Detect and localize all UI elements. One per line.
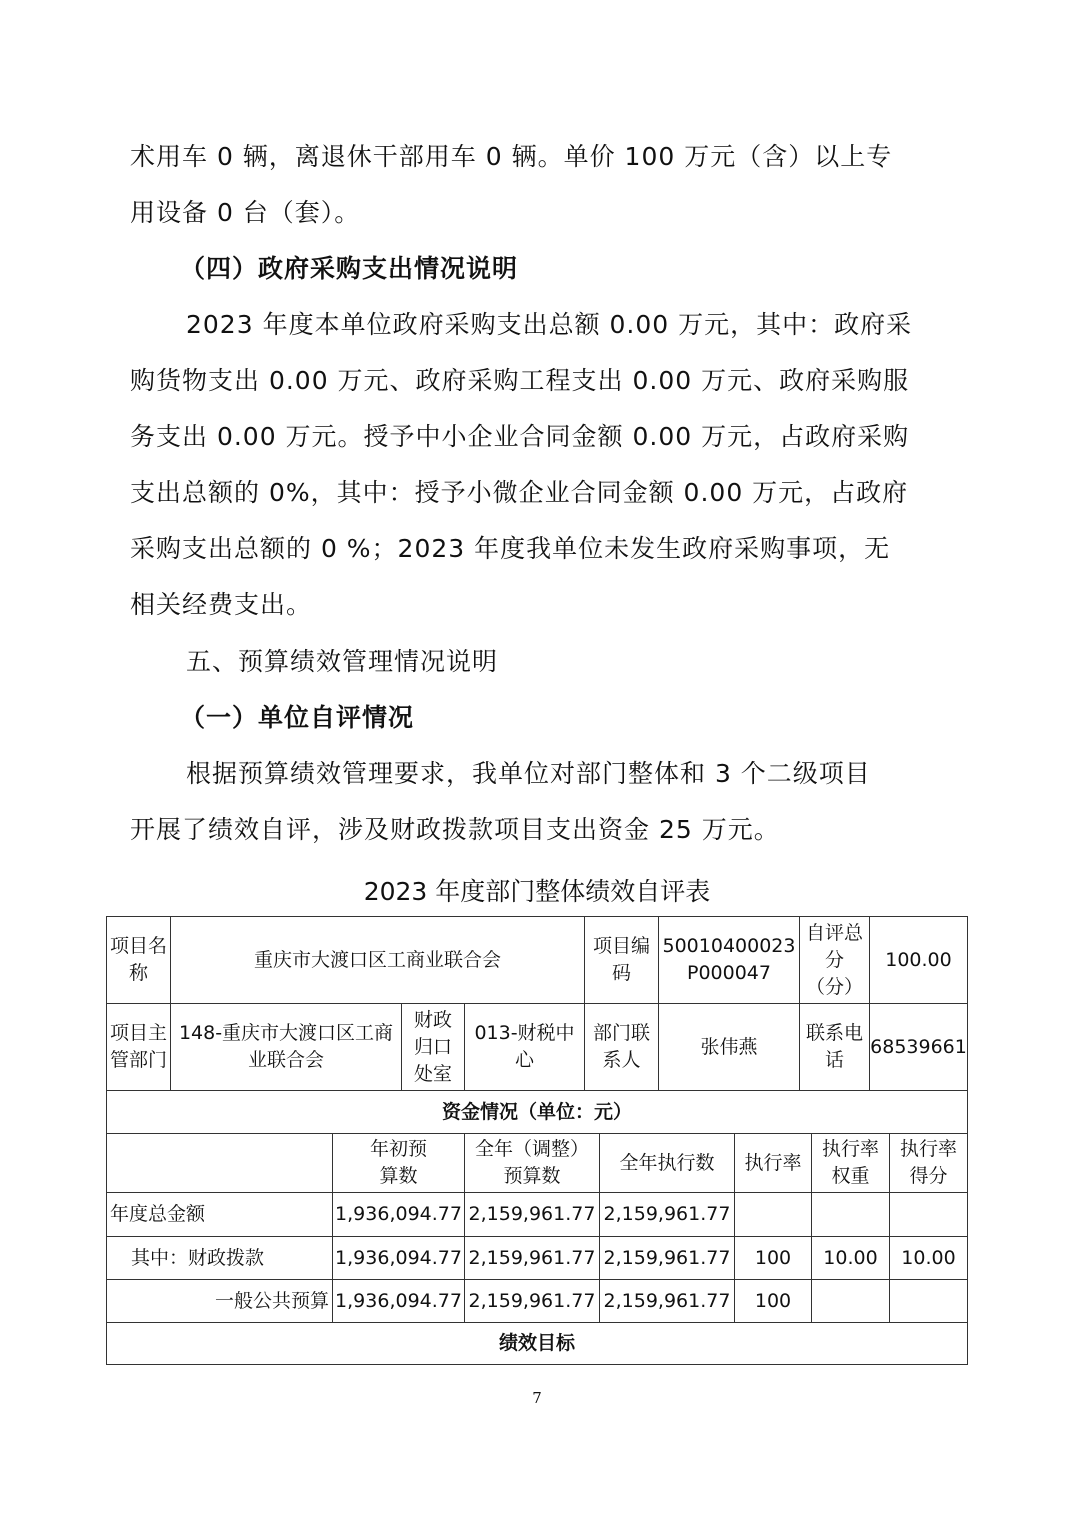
column-header: 执行率 bbox=[734, 1133, 812, 1193]
row-label: 一般公共预算 bbox=[106, 1279, 333, 1323]
row-label: 年度总金额 bbox=[106, 1192, 333, 1237]
cell-label: 部门联系人 bbox=[584, 1003, 659, 1091]
column-header: 全年（调整）预算数 bbox=[464, 1133, 600, 1193]
table-cell: 100 bbox=[734, 1279, 812, 1323]
table-cell bbox=[889, 1279, 968, 1323]
table-cell: 2,159,961.77 bbox=[464, 1192, 600, 1237]
table-cell: 2,159,961.77 bbox=[464, 1236, 600, 1280]
paragraph-line: 相关经费支出。 bbox=[130, 590, 313, 619]
row-label: 其中：财政拨款 bbox=[106, 1236, 333, 1280]
section-heading: （四）政府采购支出情况说明 bbox=[180, 254, 519, 283]
column-header: 年初预算数 bbox=[332, 1133, 465, 1193]
paragraph-line: 用设备 0 台（套）。 bbox=[130, 198, 361, 227]
cell-score: 100.00 bbox=[869, 916, 968, 1004]
paragraph-line: 采购支出总额的 0 %；2023 年度我单位未发生政府采购事项，无 bbox=[130, 534, 891, 563]
paragraph-line: 开展了绩效自评，涉及财政拨款项目支出资金 25 万元。 bbox=[130, 815, 780, 844]
column-header: 全年执行数 bbox=[599, 1133, 735, 1193]
table-cell: 100 bbox=[734, 1236, 812, 1280]
paragraph-line: 支出总额的 0%，其中：授予小微企业合同金额 0.00 万元，占政府 bbox=[130, 478, 909, 507]
cell-contact: 张伟燕 bbox=[658, 1003, 800, 1091]
cell-project-code: 50010400023P000047 bbox=[658, 916, 800, 1004]
cell-office: 013-财税中心 bbox=[464, 1003, 585, 1091]
table-cell bbox=[889, 1192, 968, 1237]
column-header: 执行率权重 bbox=[811, 1133, 890, 1193]
cell-dept: 148-重庆市大渡口区工商业联合会 bbox=[170, 1003, 402, 1091]
column-header: 执行率得分 bbox=[889, 1133, 968, 1193]
cell-project-name: 重庆市大渡口区工商业联合会 bbox=[170, 916, 585, 1004]
page-number: 7 bbox=[532, 1389, 542, 1407]
paragraph-line: 2023 年度本单位政府采购支出总额 0.00 万元，其中：政府采 bbox=[186, 310, 913, 339]
table-cell: 2,159,961.77 bbox=[464, 1279, 600, 1323]
table-title: 2023 年度部门整体绩效自评表 bbox=[363, 877, 711, 906]
section-heading: （一）单位自评情况 bbox=[180, 703, 415, 732]
cell-label: 联系电话 bbox=[799, 1003, 870, 1091]
paragraph-line: 根据预算绩效管理要求，我单位对部门整体和 3 个二级项目 bbox=[186, 759, 871, 788]
table-cell: 2,159,961.77 bbox=[599, 1279, 735, 1323]
cell-label: 项目名称 bbox=[106, 916, 171, 1004]
table-cell: 10.00 bbox=[811, 1236, 890, 1280]
paragraph-line: 务支出 0.00 万元。授予中小企业合同金额 0.00 万元，占政府采购 bbox=[130, 422, 910, 451]
table-cell bbox=[811, 1279, 890, 1323]
cell-label: 财政归口处室 bbox=[401, 1003, 465, 1091]
funds-header: 资金情况（单位：元） bbox=[106, 1090, 968, 1134]
paragraph-line: 购货物支出 0.00 万元、政府采购工程支出 0.00 万元、政府采购服 bbox=[130, 366, 910, 395]
table-cell: 2,159,961.77 bbox=[599, 1236, 735, 1280]
table-cell: 10.00 bbox=[889, 1236, 968, 1280]
cell-label: 自评总分（分） bbox=[799, 916, 870, 1004]
table-cell: 2,159,961.77 bbox=[599, 1192, 735, 1237]
table-cell: 1,936,094.77 bbox=[332, 1236, 465, 1280]
goals-header: 绩效目标 bbox=[106, 1322, 968, 1365]
table-cell: 1,936,094.77 bbox=[332, 1279, 465, 1323]
table-cell bbox=[811, 1192, 890, 1237]
cell-phone: 68539661 bbox=[869, 1003, 968, 1091]
cell-label: 项目编码 bbox=[584, 916, 659, 1004]
paragraph-line: 术用车 0 辆，离退休干部用车 0 辆。单价 100 万元（含）以上专 bbox=[130, 142, 893, 171]
table-cell bbox=[734, 1192, 812, 1237]
table-cell: 1,936,094.77 bbox=[332, 1192, 465, 1237]
section-heading: 五、预算绩效管理情况说明 bbox=[186, 647, 499, 676]
column-header bbox=[106, 1133, 333, 1193]
cell-label: 项目主管部门 bbox=[106, 1003, 171, 1091]
